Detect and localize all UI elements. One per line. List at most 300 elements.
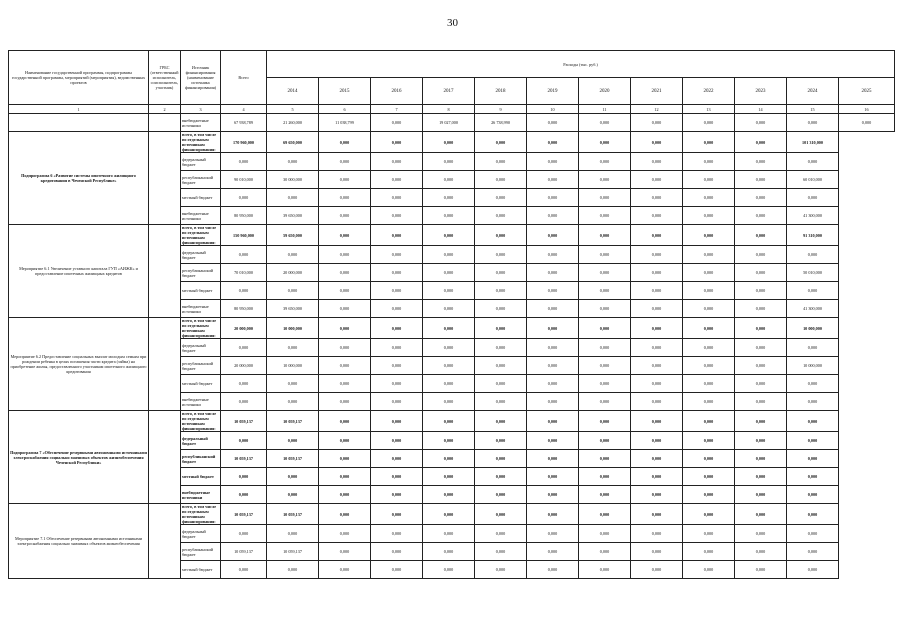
value-cell: 0,000: [787, 450, 839, 468]
source-cell: внебюджетные источники: [181, 393, 221, 411]
value-cell: 0,000: [371, 282, 423, 300]
value-cell: 0,000: [683, 264, 735, 282]
value-cell: 0,000: [423, 207, 475, 225]
value-cell: 0,000: [735, 171, 787, 189]
value-cell: 0,000: [319, 264, 371, 282]
value-cell: 0,000: [527, 132, 579, 153]
value-cell: 0,000: [735, 486, 787, 504]
value-cell: 0,000: [787, 411, 839, 432]
value-cell: 0,000: [423, 357, 475, 375]
value-cell: 10 059,137: [221, 411, 267, 432]
value-cell: 0,000: [579, 561, 631, 579]
value-cell: 0,000: [267, 468, 319, 486]
value-cell: 0,000: [631, 432, 683, 450]
source-cell: внебюджетные источники: [181, 114, 221, 132]
value-cell: 0,000: [475, 189, 527, 207]
source-cell: всего, в том числе по отдельным источникам финансирования:: [181, 504, 221, 525]
column-index: 8: [423, 105, 475, 114]
value-cell: 0,000: [475, 300, 527, 318]
value-cell: 0,000: [735, 543, 787, 561]
value-cell: 0,000: [631, 282, 683, 300]
value-cell: 0,000: [475, 282, 527, 300]
value-cell: 0,000: [475, 246, 527, 264]
value-cell: 0,000: [787, 432, 839, 450]
value-cell: 0,000: [221, 189, 267, 207]
value-cell: 0,000: [579, 450, 631, 468]
value-cell: 0,000: [267, 525, 319, 543]
value-cell: 0,000: [579, 207, 631, 225]
value-cell: 0,000: [735, 339, 787, 357]
value-cell: 0,000: [371, 450, 423, 468]
value-cell: 0,000: [787, 561, 839, 579]
value-cell: 0,000: [735, 393, 787, 411]
column-index: 12: [631, 105, 683, 114]
value-cell: 0,000: [319, 525, 371, 543]
value-cell: 0,000: [475, 264, 527, 282]
value-cell: 0,000: [735, 375, 787, 393]
value-cell: 0,000: [735, 153, 787, 171]
value-cell: 150 960,000: [221, 225, 267, 246]
value-cell: 0,000: [735, 282, 787, 300]
value-cell: 0,000: [683, 339, 735, 357]
value-cell: 0,000: [683, 411, 735, 432]
value-cell: 0,000: [735, 132, 787, 153]
source-cell: всего, в том числе по отдельным источникам финансирования:: [181, 225, 221, 246]
header-year-2018: 2018: [475, 78, 527, 105]
source-cell: республиканский бюджет: [181, 450, 221, 468]
value-cell: 0,000: [735, 468, 787, 486]
header-grbs: ГРБС (ответственный исполнитель, соисполнитель, участник): [149, 51, 181, 105]
source-cell: республиканский бюджет: [181, 357, 221, 375]
value-cell: 0,000: [527, 504, 579, 525]
value-cell: 0,000: [475, 225, 527, 246]
value-cell: 0,000: [527, 153, 579, 171]
value-cell: 0,000: [475, 207, 527, 225]
value-cell: 10 059,137: [267, 411, 319, 432]
value-cell: 0,000: [631, 189, 683, 207]
value-cell: 0,000: [683, 393, 735, 411]
program-name-cell: Мероприятие 6.1 Увеличение уставного капитала ГУП «АИЖК» и предоставление ипотечных жилищных кредитов: [9, 225, 149, 318]
value-cell: 0,000: [631, 300, 683, 318]
value-cell: 10 059,137: [221, 504, 267, 525]
value-cell: 0,000: [475, 375, 527, 393]
value-cell: 0,000: [579, 114, 631, 132]
value-cell: 0,000: [631, 318, 683, 339]
value-cell: 0,000: [579, 153, 631, 171]
value-cell: 0,000: [527, 432, 579, 450]
value-cell: 0,000: [527, 318, 579, 339]
value-cell: 0,000: [683, 246, 735, 264]
value-cell: 0,000: [371, 225, 423, 246]
value-cell: 0,000: [423, 132, 475, 153]
value-cell: 90 010,000: [221, 171, 267, 189]
value-cell: 0,000: [683, 504, 735, 525]
header-year-2025: 2025: [839, 78, 895, 105]
value-cell: 0,000: [631, 132, 683, 153]
value-cell: 41 300,000: [787, 300, 839, 318]
value-cell: 0,000: [475, 411, 527, 432]
value-cell: 67 938,789: [221, 114, 267, 132]
value-cell: 0,000: [319, 189, 371, 207]
value-cell: 0,000: [735, 357, 787, 375]
value-cell: 0,000: [475, 525, 527, 543]
value-cell: 0,000: [579, 225, 631, 246]
value-cell: 0,000: [475, 432, 527, 450]
value-cell: 0,000: [371, 543, 423, 561]
header-source: Источник финансирования (наименование источника финансирования): [181, 51, 221, 105]
value-cell: 0,000: [527, 246, 579, 264]
value-cell: 0,000: [423, 318, 475, 339]
value-cell: 0,000: [735, 225, 787, 246]
value-cell: 50 010,000: [787, 264, 839, 282]
value-cell: 0,000: [683, 318, 735, 339]
value-cell: 0,000: [423, 225, 475, 246]
source-cell: местный бюджет: [181, 468, 221, 486]
value-cell: 0,000: [683, 189, 735, 207]
value-cell: 0,000: [423, 171, 475, 189]
value-cell: 0,000: [579, 339, 631, 357]
value-cell: 60 010,000: [787, 171, 839, 189]
value-cell: 0,000: [527, 357, 579, 375]
column-index: 16: [839, 105, 895, 114]
value-cell: 0,000: [371, 411, 423, 432]
source-cell: федеральный бюджет: [181, 525, 221, 543]
value-cell: 0,000: [631, 468, 683, 486]
value-cell: 10 000,000: [787, 318, 839, 339]
value-cell: 0,000: [371, 357, 423, 375]
value-cell: 0,000: [371, 432, 423, 450]
value-cell: 0,000: [319, 339, 371, 357]
value-cell: 0,000: [527, 171, 579, 189]
header-year-2015: 2015: [319, 78, 371, 105]
value-cell: 20 000,000: [221, 357, 267, 375]
grbs-cell: [149, 132, 181, 225]
header-year-2014: 2014: [267, 78, 319, 105]
value-cell: 0,000: [221, 525, 267, 543]
value-cell: 0,000: [475, 153, 527, 171]
value-cell: 0,000: [527, 450, 579, 468]
value-cell: 10 000,000: [267, 318, 319, 339]
header-year-2023: 2023: [735, 78, 787, 105]
value-cell: 0,000: [683, 450, 735, 468]
value-cell: 0,000: [631, 543, 683, 561]
value-cell: 0,000: [475, 171, 527, 189]
value-cell: 0,000: [319, 450, 371, 468]
value-cell: 0,000: [787, 189, 839, 207]
value-cell: 0,000: [787, 114, 839, 132]
value-cell: 0,000: [527, 189, 579, 207]
value-cell: 0,000: [423, 339, 475, 357]
value-cell: 0,000: [579, 543, 631, 561]
value-cell: 0,000: [735, 189, 787, 207]
header-expenses: Расходы (тыс. руб.): [267, 51, 895, 78]
value-cell: 0,000: [683, 300, 735, 318]
value-cell: 0,000: [371, 525, 423, 543]
value-cell: 0,000: [423, 411, 475, 432]
value-cell: 20 000,000: [221, 318, 267, 339]
value-cell: 0,000: [735, 432, 787, 450]
value-cell: 0,000: [631, 207, 683, 225]
value-cell: 0,000: [683, 525, 735, 543]
value-cell: 91 310,000: [787, 225, 839, 246]
value-cell: 0,000: [423, 264, 475, 282]
column-index: 7: [371, 105, 423, 114]
value-cell: 0,000: [221, 246, 267, 264]
value-cell: 0,000: [683, 432, 735, 450]
value-cell: 0,000: [683, 207, 735, 225]
value-cell: 0,000: [475, 561, 527, 579]
value-cell: 0,000: [631, 486, 683, 504]
value-cell: 10 000,000: [267, 357, 319, 375]
header-year-2020: 2020: [579, 78, 631, 105]
value-cell: 10 059,137: [221, 543, 267, 561]
value-cell: 0,000: [631, 246, 683, 264]
source-cell: местный бюджет: [181, 375, 221, 393]
value-cell: 0,000: [221, 432, 267, 450]
value-cell: 0,000: [683, 171, 735, 189]
value-cell: 0,000: [221, 282, 267, 300]
table-row: [9, 114, 895, 132]
column-index: 3: [181, 105, 221, 114]
table-row: [9, 225, 895, 246]
table-row: [9, 504, 895, 525]
program-name-cell: [9, 114, 149, 132]
value-cell: 0,000: [579, 432, 631, 450]
value-cell: 10 059,137: [267, 543, 319, 561]
value-cell: 0,000: [319, 543, 371, 561]
column-index: 15: [787, 105, 839, 114]
header-year-2019: 2019: [527, 78, 579, 105]
value-cell: 0,000: [319, 171, 371, 189]
value-cell: 30 000,000: [267, 171, 319, 189]
value-cell: 10 059,137: [221, 450, 267, 468]
value-cell: 80 950,000: [221, 300, 267, 318]
grbs-cell: [149, 318, 181, 411]
value-cell: 0,000: [787, 246, 839, 264]
value-cell: 0,000: [423, 246, 475, 264]
value-cell: 0,000: [579, 282, 631, 300]
value-cell: 0,000: [475, 450, 527, 468]
value-cell: 0,000: [221, 153, 267, 171]
value-cell: 0,000: [423, 300, 475, 318]
value-cell: 0,000: [371, 393, 423, 411]
value-cell: 59 650,000: [267, 225, 319, 246]
program-name-cell: Подпрограмма 6 «Развитие системы ипотечного жилищного кредитования в Чеченской Республике»: [9, 132, 149, 225]
value-cell: 0,000: [683, 225, 735, 246]
source-cell: всего, в том числе по отдельным источникам финансирования:: [181, 132, 221, 153]
value-cell: 0,000: [267, 432, 319, 450]
value-cell: 0,000: [423, 153, 475, 171]
value-cell: 70 010,000: [221, 264, 267, 282]
value-cell: 0,000: [787, 375, 839, 393]
value-cell: 0,000: [371, 486, 423, 504]
value-cell: 0,000: [423, 189, 475, 207]
source-cell: внебюджетные источники: [181, 207, 221, 225]
value-cell: 0,000: [527, 561, 579, 579]
value-cell: 0,000: [221, 561, 267, 579]
column-index: 14: [735, 105, 787, 114]
source-cell: местный бюджет: [181, 561, 221, 579]
header-total: Всего: [221, 51, 267, 105]
value-cell: 0,000: [683, 282, 735, 300]
grbs-cell: [149, 225, 181, 318]
value-cell: 170 960,000: [221, 132, 267, 153]
value-cell: 39 650,000: [267, 207, 319, 225]
value-cell: 0,000: [267, 561, 319, 579]
value-cell: 0,000: [475, 132, 527, 153]
table-row: [9, 132, 895, 153]
source-cell: местный бюджет: [181, 282, 221, 300]
value-cell: 0,000: [319, 282, 371, 300]
value-cell: 0,000: [787, 543, 839, 561]
column-index: 2: [149, 105, 181, 114]
value-cell: 0,000: [683, 543, 735, 561]
value-cell: 0,000: [267, 246, 319, 264]
value-cell: 0,000: [371, 339, 423, 357]
source-cell: федеральный бюджет: [181, 153, 221, 171]
value-cell: 0,000: [371, 264, 423, 282]
value-cell: 0,000: [579, 318, 631, 339]
source-cell: федеральный бюджет: [181, 432, 221, 450]
value-cell: 0,000: [527, 114, 579, 132]
table-row: [9, 318, 895, 339]
value-cell: 0,000: [371, 114, 423, 132]
value-cell: 0,000: [787, 486, 839, 504]
value-cell: 0,000: [735, 114, 787, 132]
value-cell: 0,000: [735, 525, 787, 543]
value-cell: 0,000: [579, 525, 631, 543]
table-row: [9, 411, 895, 432]
value-cell: 0,000: [319, 207, 371, 225]
value-cell: 0,000: [527, 264, 579, 282]
value-cell: 0,000: [527, 525, 579, 543]
value-cell: 0,000: [371, 153, 423, 171]
value-cell: 10 000,000: [787, 357, 839, 375]
source-cell: внебюджетные источники: [181, 486, 221, 504]
value-cell: 0,000: [423, 468, 475, 486]
source-cell: республиканский бюджет: [181, 264, 221, 282]
value-cell: 0,000: [371, 132, 423, 153]
value-cell: 0,000: [579, 504, 631, 525]
value-cell: 0,000: [221, 468, 267, 486]
value-cell: 0,000: [371, 468, 423, 486]
value-cell: 0,000: [683, 375, 735, 393]
header-year-2022: 2022: [683, 78, 735, 105]
value-cell: 0,000: [319, 246, 371, 264]
value-cell: 0,000: [371, 300, 423, 318]
value-cell: 0,000: [221, 393, 267, 411]
value-cell: 0,000: [475, 339, 527, 357]
value-cell: 0,000: [475, 393, 527, 411]
value-cell: 0,000: [267, 339, 319, 357]
value-cell: 0,000: [735, 411, 787, 432]
value-cell: 19 027,000: [423, 114, 475, 132]
header-name: Наименование государственной программы, подпрограммы государственной программы, мероприятий (мероприятия), ведомственных проектов: [9, 51, 149, 105]
value-cell: 0,000: [527, 339, 579, 357]
program-name-cell: Мероприятие 6.2 Предоставление социальных выплат молодым семьям при рождении ребенка в целях погашения части кредита (займа) на приобретение жилья, предоставленного участникам ипотечного жилищного кредитования: [9, 318, 149, 411]
value-cell: 0,000: [579, 246, 631, 264]
value-cell: 0,000: [527, 282, 579, 300]
value-cell: 0,000: [319, 486, 371, 504]
value-cell: 0,000: [683, 357, 735, 375]
value-cell: 0,000: [631, 393, 683, 411]
value-cell: 20 000,000: [267, 264, 319, 282]
value-cell: 0,000: [579, 300, 631, 318]
header-year-2016: 2016: [371, 78, 423, 105]
source-cell: местный бюджет: [181, 189, 221, 207]
value-cell: 26 738,990: [475, 114, 527, 132]
value-cell: 0,000: [475, 543, 527, 561]
value-cell: 0,000: [423, 561, 475, 579]
source-cell: федеральный бюджет: [181, 246, 221, 264]
value-cell: 0,000: [423, 282, 475, 300]
value-cell: 0,000: [319, 504, 371, 525]
value-cell: 0,000: [527, 225, 579, 246]
value-cell: 0,000: [787, 282, 839, 300]
value-cell: 0,000: [579, 375, 631, 393]
value-cell: 0,000: [371, 207, 423, 225]
column-index: 4: [221, 105, 267, 114]
value-cell: 0,000: [631, 450, 683, 468]
value-cell: 0,000: [319, 411, 371, 432]
value-cell: 0,000: [319, 153, 371, 171]
value-cell: 0,000: [735, 450, 787, 468]
value-cell: 0,000: [683, 114, 735, 132]
value-cell: 0,000: [221, 486, 267, 504]
value-cell: 0,000: [631, 264, 683, 282]
value-cell: 0,000: [423, 375, 475, 393]
value-cell: 0,000: [371, 189, 423, 207]
value-cell: 0,000: [475, 357, 527, 375]
column-index: 9: [475, 105, 527, 114]
value-cell: 0,000: [631, 504, 683, 525]
program-name-cell: Мероприятие 7.1 Обеспечение резервными автономными источниками электроснабжения социально значимых объектов жизнеобеспечения: [9, 504, 149, 579]
value-cell: 11 038,799: [319, 114, 371, 132]
value-cell: 0,000: [423, 432, 475, 450]
column-index: 6: [319, 105, 371, 114]
value-cell: 0,000: [787, 504, 839, 525]
value-cell: 0,000: [527, 300, 579, 318]
header-year-2017: 2017: [423, 78, 475, 105]
value-cell: 0,000: [631, 561, 683, 579]
value-cell: 101 310,000: [787, 132, 839, 153]
value-cell: 0,000: [371, 504, 423, 525]
column-index: 11: [579, 105, 631, 114]
value-cell: 0,000: [735, 207, 787, 225]
value-cell: 0,000: [267, 486, 319, 504]
value-cell: 0,000: [319, 375, 371, 393]
value-cell: 0,000: [631, 525, 683, 543]
value-cell: 80 950,000: [221, 207, 267, 225]
page-number: 30: [447, 17, 458, 29]
value-cell: 0,000: [319, 318, 371, 339]
value-cell: 0,000: [631, 171, 683, 189]
budget-table: [8, 50, 895, 579]
value-cell: 0,000: [423, 504, 475, 525]
source-cell: республиканский бюджет: [181, 171, 221, 189]
value-cell: 0,000: [787, 153, 839, 171]
value-cell: 0,000: [631, 411, 683, 432]
value-cell: 0,000: [371, 561, 423, 579]
value-cell: 0,000: [527, 543, 579, 561]
grbs-cell: [149, 411, 181, 504]
value-cell: 0,000: [787, 468, 839, 486]
value-cell: 0,000: [735, 318, 787, 339]
value-cell: 0,000: [683, 132, 735, 153]
value-cell: 10 059,137: [267, 450, 319, 468]
value-cell: 0,000: [579, 393, 631, 411]
value-cell: 0,000: [527, 393, 579, 411]
